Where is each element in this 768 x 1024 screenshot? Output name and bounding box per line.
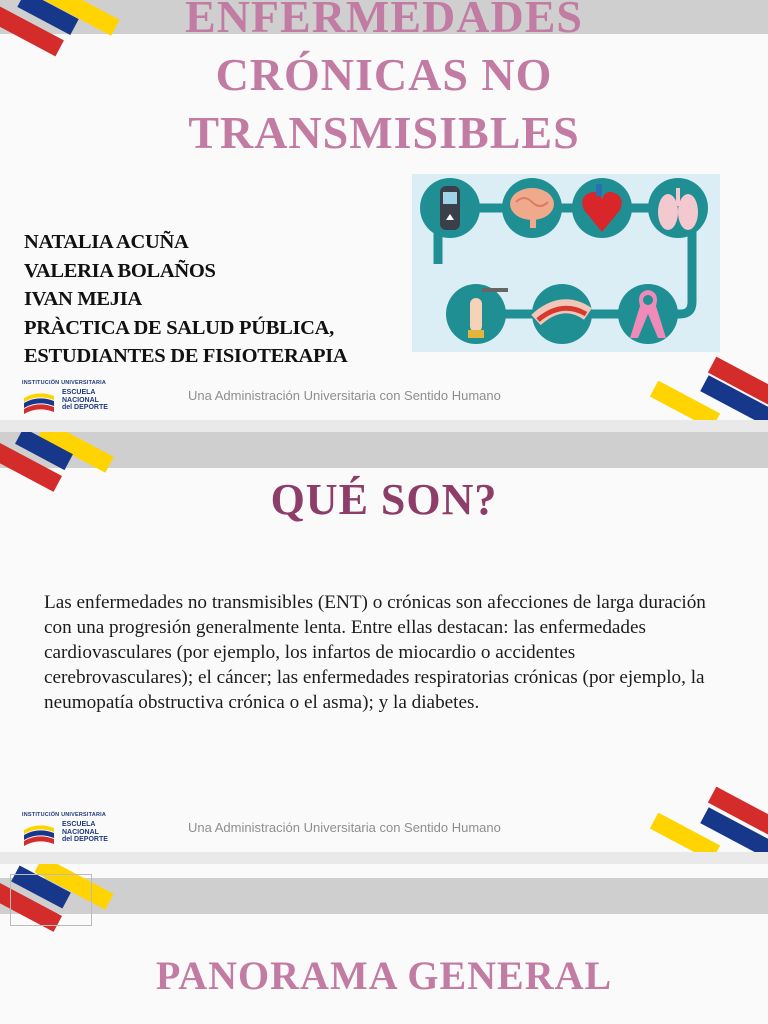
institution-label: INSTITUCIÓN UNIVERSITARIA bbox=[22, 812, 107, 818]
authors-block bbox=[24, 228, 347, 371]
school-logo-icon bbox=[22, 388, 56, 414]
slogan: Una Administración Universitaria con Sentido Humano bbox=[188, 820, 501, 835]
author-line: ESTUDIANTES DE FISIOTERAPIA bbox=[24, 345, 348, 367]
footer bbox=[0, 380, 768, 420]
lungs-icon bbox=[648, 178, 708, 238]
school-name: ESCUELA NACIONAL del DEPORTE bbox=[62, 821, 108, 843]
pink-ribbon-icon bbox=[618, 284, 678, 344]
frame-outline bbox=[10, 874, 92, 926]
glucometer-icon bbox=[420, 178, 480, 238]
finger-prick-icon bbox=[446, 284, 508, 344]
artery-icon bbox=[532, 284, 592, 344]
school-name: ESCUELA NACIONAL del DEPORTE bbox=[62, 389, 108, 411]
definition-paragraph: Las enfermedades no transmisibles (ENT) o crónicas son afecciones de larga duración con una progresión generalmente lenta. Entre ellas destacan: las enfermedades cardiovasculares (por ejemplo, los infartos de miocardio o accidentes cerebrovasculares); el cáncer; las enfermedades respiratorias crónicas (por ejemplo, la neumopatía obstructiva crónica o el asma); y la diabetes. bbox=[44, 592, 706, 713]
slogan: Una Administración Universitaria con Sentido Humano bbox=[188, 388, 501, 403]
author-line: NATALIA ACUÑA bbox=[24, 231, 189, 253]
section-title: QUÉ SON? bbox=[270, 475, 498, 524]
section-title: PANORAMA GENERAL bbox=[155, 953, 613, 998]
slide-title bbox=[0, 0, 768, 420]
brain-icon bbox=[502, 178, 562, 238]
presentation-title: ENFERMEDADES CRÓNICAS NO TRANSMISIBLES bbox=[185, 0, 583, 158]
header-band bbox=[0, 878, 768, 914]
institution-label: INSTITUCIÓN UNIVERSITARIA bbox=[22, 380, 107, 386]
header-band bbox=[0, 432, 768, 468]
author-line: VALERIA BOLAÑOS bbox=[24, 259, 216, 282]
heart-icon bbox=[572, 178, 632, 238]
footer bbox=[0, 812, 768, 852]
author-line: PRÀCTICA DE SALUD PÚBLICA, bbox=[24, 316, 334, 339]
chronic-disease-illustration bbox=[412, 174, 720, 352]
author-line: IVAN MEJIA bbox=[24, 288, 142, 310]
school-logo-icon bbox=[22, 820, 56, 846]
